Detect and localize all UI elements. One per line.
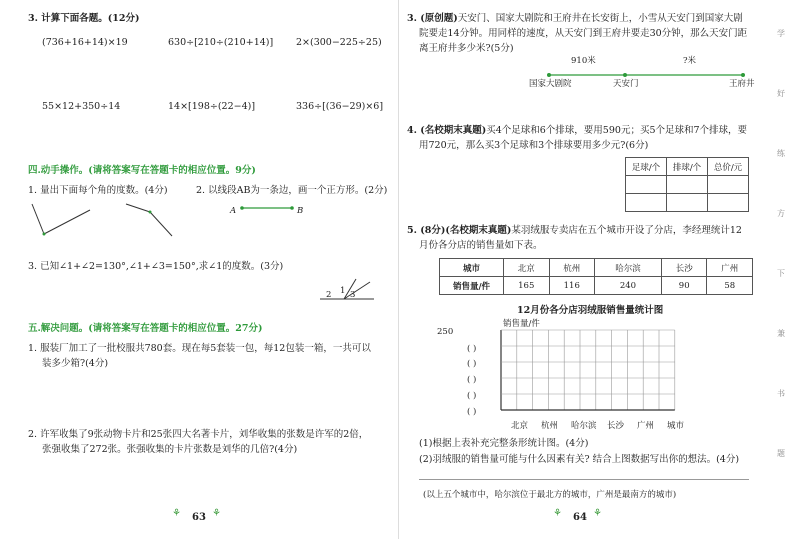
page-number-right: 64 <box>573 512 587 523</box>
calc-item: (736+16+14)×19 <box>42 37 128 48</box>
margin-char: 兼 <box>777 329 785 338</box>
segment-ab <box>238 203 298 213</box>
q4-answer-table <box>625 157 749 212</box>
section-4-title: 四.动手操作。(请将答案写在答题卡的相应位置。9分) <box>28 165 256 176</box>
chart-x-axis-label: 城市 <box>667 421 685 431</box>
sub-question-2: (2)羽绒服的销售量可能与什么因素有关? 结合上图数据写出你的想法。(4分) <box>419 454 740 465</box>
chart-y-blank-tick: ( ) <box>467 391 477 401</box>
r-q3-line1 <box>407 12 743 25</box>
q4-table-cell[interactable] <box>667 176 708 194</box>
margin-char: 题 <box>777 449 785 458</box>
margin-char: 书 <box>777 389 785 398</box>
map-distance-label: 910米 <box>571 56 596 66</box>
angle-2-ray <box>126 204 150 212</box>
chart-y-blank-tick: ( ) <box>467 407 477 417</box>
angle-label: 3 <box>350 290 356 300</box>
page-number-left: 63 <box>192 512 206 523</box>
calc-item: 336÷[(36−29)×6] <box>296 101 384 112</box>
q4-table-cell[interactable] <box>667 194 708 212</box>
calc-item: 2×(300−225÷25) <box>296 37 382 48</box>
footnote: (以上五个城市中，哈尔滨位于最北方的城市，广州是最南方的城市) <box>423 490 677 500</box>
q4-table-cell[interactable] <box>626 194 667 212</box>
chart-y-axis-label: 销售量/件 <box>503 319 540 329</box>
angle-label: 2 <box>326 290 332 300</box>
r-q5-line2: 月份各分店的销售量如下表。 <box>419 240 543 251</box>
sales-value: 165 <box>504 277 550 295</box>
angle-1-ray <box>32 204 44 234</box>
sales-table <box>439 258 753 295</box>
chart-x-tick: 广州 <box>637 421 655 431</box>
map-place: 王府井 <box>729 79 755 89</box>
sprout-icon: ⚘ <box>172 508 181 519</box>
chart-x-tick: 北京 <box>511 421 529 431</box>
s5-q2-line2: 张强收集了272张。张强收集的卡片张数是刘华的几倍?(4分) <box>42 444 298 455</box>
sales-city: 哈尔滨 <box>595 259 662 277</box>
angle-1-vertex <box>43 233 46 236</box>
s5-q1-line1: 1. 服装厂加工了一批校服共780套。现在每5套装一包，每12包装一箱，一共可以 <box>28 343 371 354</box>
margin-char: 好 <box>777 89 785 98</box>
chart-title: 12月份各分店羽绒服销售量统计图 <box>517 305 664 316</box>
sales-row-label: 销售量/件 <box>440 277 504 295</box>
r-q4-line1 <box>407 124 747 137</box>
r-q4-text: 买4个足球和6个排球，要用590元；买5个足球和7个排球，要 <box>486 125 748 136</box>
chart-y-top-label: 250 <box>437 327 454 337</box>
margin-char: 方 <box>777 209 785 218</box>
q4-table-header: 总价/元 <box>708 158 749 176</box>
answer-line <box>419 479 749 480</box>
angle-2-vertex <box>149 211 152 214</box>
q4-table-header: 足球/个 <box>626 158 667 176</box>
angle-label: 1 <box>340 286 346 296</box>
sales-value: 58 <box>707 277 753 295</box>
s4-q1: 1. 量出下面每个角的度数。(4分) <box>28 185 168 196</box>
map-place: 天安门 <box>613 79 639 89</box>
q4-table-cell[interactable] <box>708 194 749 212</box>
calc-item: 630÷[210÷(210+14)] <box>168 37 274 48</box>
margin-char: 练 <box>777 149 785 158</box>
sprout-icon: ⚘ <box>593 508 602 519</box>
q4-table-cell[interactable] <box>626 176 667 194</box>
r-q3-tag: 3. (原创题) <box>407 13 458 24</box>
sales-city: 北京 <box>504 259 550 277</box>
sales-city: 杭州 <box>549 259 595 277</box>
sprout-icon: ⚘ <box>553 508 562 519</box>
margin-char: 学 <box>777 29 785 38</box>
sales-value: 240 <box>595 277 662 295</box>
q3-calc-title: 3. 计算下面各题。(12分) <box>28 13 140 24</box>
sprout-icon: ⚘ <box>212 508 221 519</box>
chart-x-tick: 杭州 <box>541 421 559 431</box>
sales-row-label: 城市 <box>440 259 504 277</box>
chart-x-tick: 长沙 <box>607 421 625 431</box>
s4-q3: 3. 已知∠1+∠2=130°,∠1+∠3=150°,求∠1的度数。(3分) <box>28 261 284 272</box>
angle-1-ray <box>44 210 90 234</box>
s5-q1-line2: 装多少箱?(4分) <box>42 358 109 369</box>
left-page <box>0 0 398 539</box>
angle-2-ray <box>150 212 172 236</box>
r-q3-line2: 院要走14分钟。用同样的速度，从天安门到王府井要走30分钟，那么天安门距 <box>419 28 748 39</box>
r-q5-text: 某羽绒服专卖店在五个城市开设了分店，李经理统计12 <box>511 225 742 236</box>
chart-y-blank-tick: ( ) <box>467 375 477 385</box>
s5-q2-line1: 2. 许军收集了9张动物卡片和25张四大名著卡片，刘华收集的张数是许军的2倍， <box>28 429 369 440</box>
chart-y-blank-tick: ( ) <box>467 344 477 354</box>
sub-question-1: (1)根据上表补充完整条形统计图。(4分) <box>419 438 589 449</box>
label-a: A <box>230 206 237 216</box>
sales-value: 116 <box>549 277 595 295</box>
right-page <box>398 0 800 539</box>
q4-table-cell[interactable] <box>708 176 749 194</box>
angle-figures <box>30 198 190 240</box>
sales-value: 90 <box>661 277 707 295</box>
map-unknown-label: ?米 <box>683 56 697 66</box>
r-q4-tag: 4. (名校期末真题) <box>407 125 487 136</box>
sales-bar-chart <box>459 318 729 430</box>
margin-char: 下 <box>777 269 785 278</box>
s4-q2: 2. 以线段AB为一条边，画一个正方形。(2分) <box>196 185 388 196</box>
r-q5-tag: 5. (8分)(名校期末真题) <box>407 225 512 236</box>
calc-item: 14×[198÷(22−4)] <box>168 101 256 112</box>
r-q4-line2: 用720元，那么买3个足球和3个排球要用多少元?(6分) <box>419 140 649 151</box>
right-margin-decoration <box>770 0 800 539</box>
r-q3-text: 天安门、国家大剧院和王府井在长安街上，小雪从天安门到国家大剧 <box>457 13 743 24</box>
sales-city: 长沙 <box>661 259 707 277</box>
sales-city: 广州 <box>707 259 753 277</box>
label-b: B <box>297 206 304 216</box>
chart-y-blank-tick: ( ) <box>467 359 477 369</box>
r-q5-line1 <box>407 224 742 237</box>
r-q3-line3: 离王府井多少米?(5分) <box>419 43 514 54</box>
q4-table-header: 排球/个 <box>667 158 708 176</box>
chart-x-tick: 哈尔滨 <box>571 421 597 431</box>
map-place: 国家大剧院 <box>529 79 572 89</box>
calc-item: 55×12+350÷14 <box>42 101 121 112</box>
section-5-title: 五.解决问题。(请将答案写在答题卡的相应位置。27分) <box>28 323 263 334</box>
